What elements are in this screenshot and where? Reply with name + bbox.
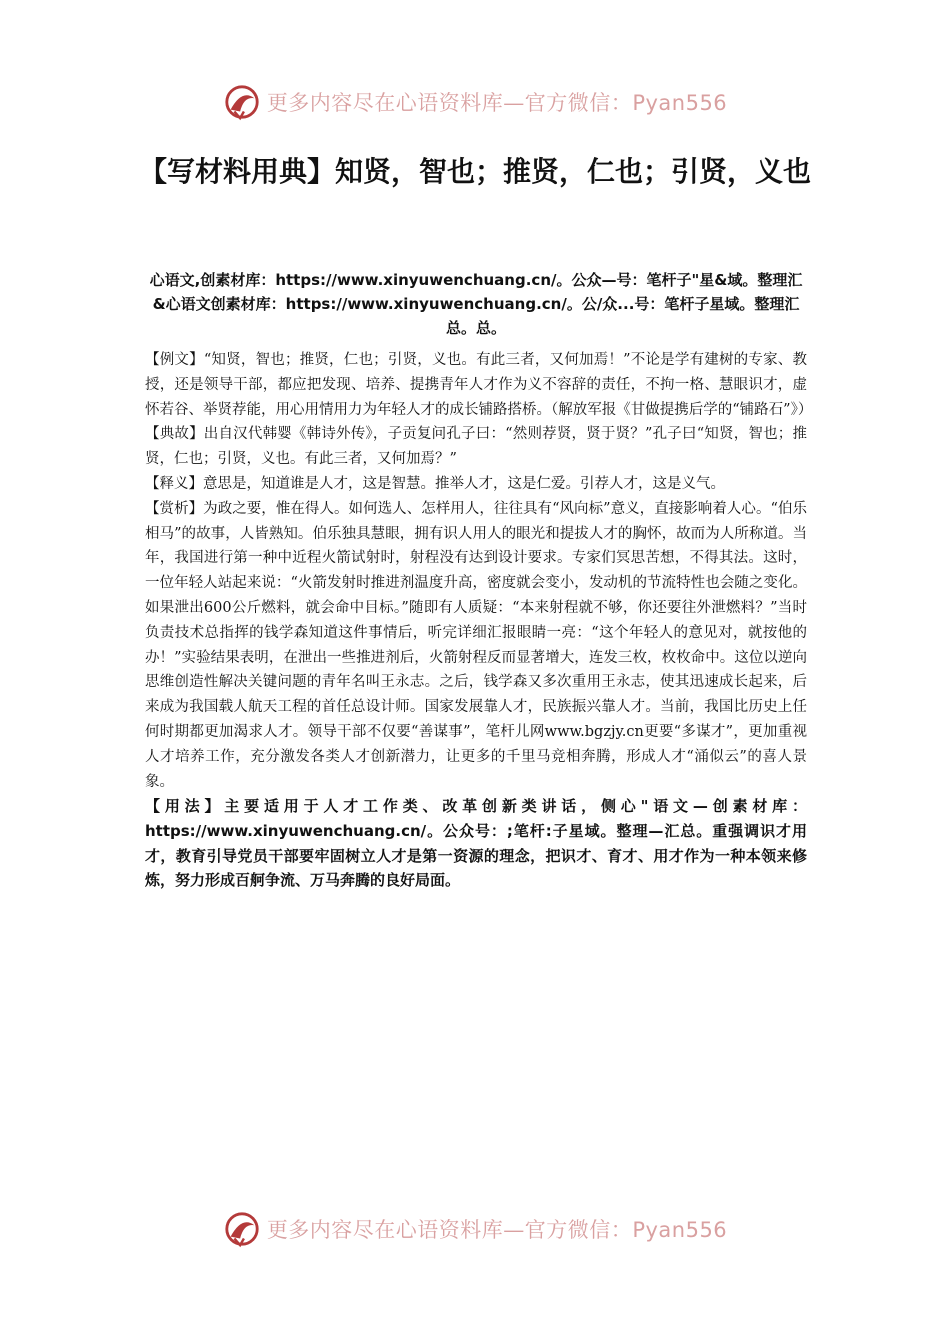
appreciation-paragraph: 【赏析】为政之要，惟在得人。如何选人、怎样用人，往往具有“风向标”意义，直接影响着人心。“伯乐相马”的故事，人皆熟知。伯乐独具慧眼，拥有识人用人的眼光和提拔人才的胸怀，故而为人所称道。当年，我国进行第一种中近程火箭试射时，射程没有达到设计要求。专家们冥思苦想，不得其法。这时，一位年轻人站起来说：“火箭发射时推进剂温度升高，密度就会变小，发动机的节流特性也会随之变化。如果泄出600公斤燃料，就会命中目标。”随即有人质疑：“本来射程就不够，你还要往外泄燃料？”当时负责技术总指挥的钱学森知道这件事情后，听完详细汇报眼睛一亮：“这个年轻人的意见对，就按他的办！”实验结果表明，在泄出一些推进剂后，火箭射程反而显著增大，连发三枚，枚枚命中。这位以逆向思维创造性解决关键问题的青年名叫王永志。之后，钱学森又多次重用王永志，使其迅速成长起来，后来成为我国载人航天工程的首任总设计师。国家发展靠人才，民族振兴靠人才。当前，我国比历史上任何时期都更加渴求人才。领导干部不仅要“善谋事”，笔杆儿网www.bgzjy.cn更要“多谋才”，更加重视人才培养工作，充分激发各类人才创新潜力，让更多的千里马竞相奔腾，形成人才“涌似云”的喜人景象。 xyxy=(145,500,807,790)
intro-paragraph: 心语文,创素材库：https://www.xinyuwenchuang.cn/。公众—号：笔杆子"星&域。整理汇&心语文创素材库：https://www.xinyuwenchuang.cn/。公/众...号：笔杆子星域。整理汇总。总。 xyxy=(149,271,803,337)
usage-paragraph: 【用法】主要适用于人才工作类、改革创新类讲话，侧心"语文—创素材库：https://www.xinyuwenchuang.cn/。公众号：;笔杆:子星域。整理—汇总。重强调识才用才，教育引导党员干部要牢固树立人才是第一资源的理念，把识才、育才、用才作为一种本领来修炼，努力形成百舸争流、万马奔腾的良好局面。 xyxy=(145,797,807,890)
source-paragraph: 【典故】出自汉代韩婴《韩诗外传》，子贡复问孔子曰：“然则荐贤，贤于贤？”孔子曰“知贤，智也；推贤，仁也；引贤，义也。有此三者，又何加焉？” xyxy=(145,426,807,468)
page-title: 【写材料用典】知贤，智也；推贤，仁也；引贤，义也 xyxy=(138,155,811,188)
article-body xyxy=(145,268,813,893)
footer-banner xyxy=(0,1207,950,1251)
header-banner xyxy=(0,80,950,124)
banner-text: 更多内容尽在心语资料库—官方微信：Pyan556 xyxy=(266,91,728,115)
example-paragraph: 【例文】“知贤，智也；推贤，仁也；引贤，义也。有此三者，又何加焉！”不论是学有建树的专家、教授，还是领导干部，都应把发现、培养、提携青年人才作为义不容辞的责任，不拘一格、慧眼识才，虚怀若谷、举贤荐能，用心用情用力为年轻人才的成长铺路搭桥。（解放军报《甘做提携后学的“铺路石”》） xyxy=(145,352,813,418)
banner-text: 更多内容尽在心语资料库—官方微信：Pyan556 xyxy=(266,1218,728,1242)
ribbon-logo-icon xyxy=(223,1210,261,1248)
meaning-paragraph: 【释义】意思是，知道谁是人才，这是智慧。推举人才，这是仁爱。引荐人才，这是义气。 xyxy=(145,475,725,492)
ribbon-logo-icon xyxy=(223,83,261,121)
